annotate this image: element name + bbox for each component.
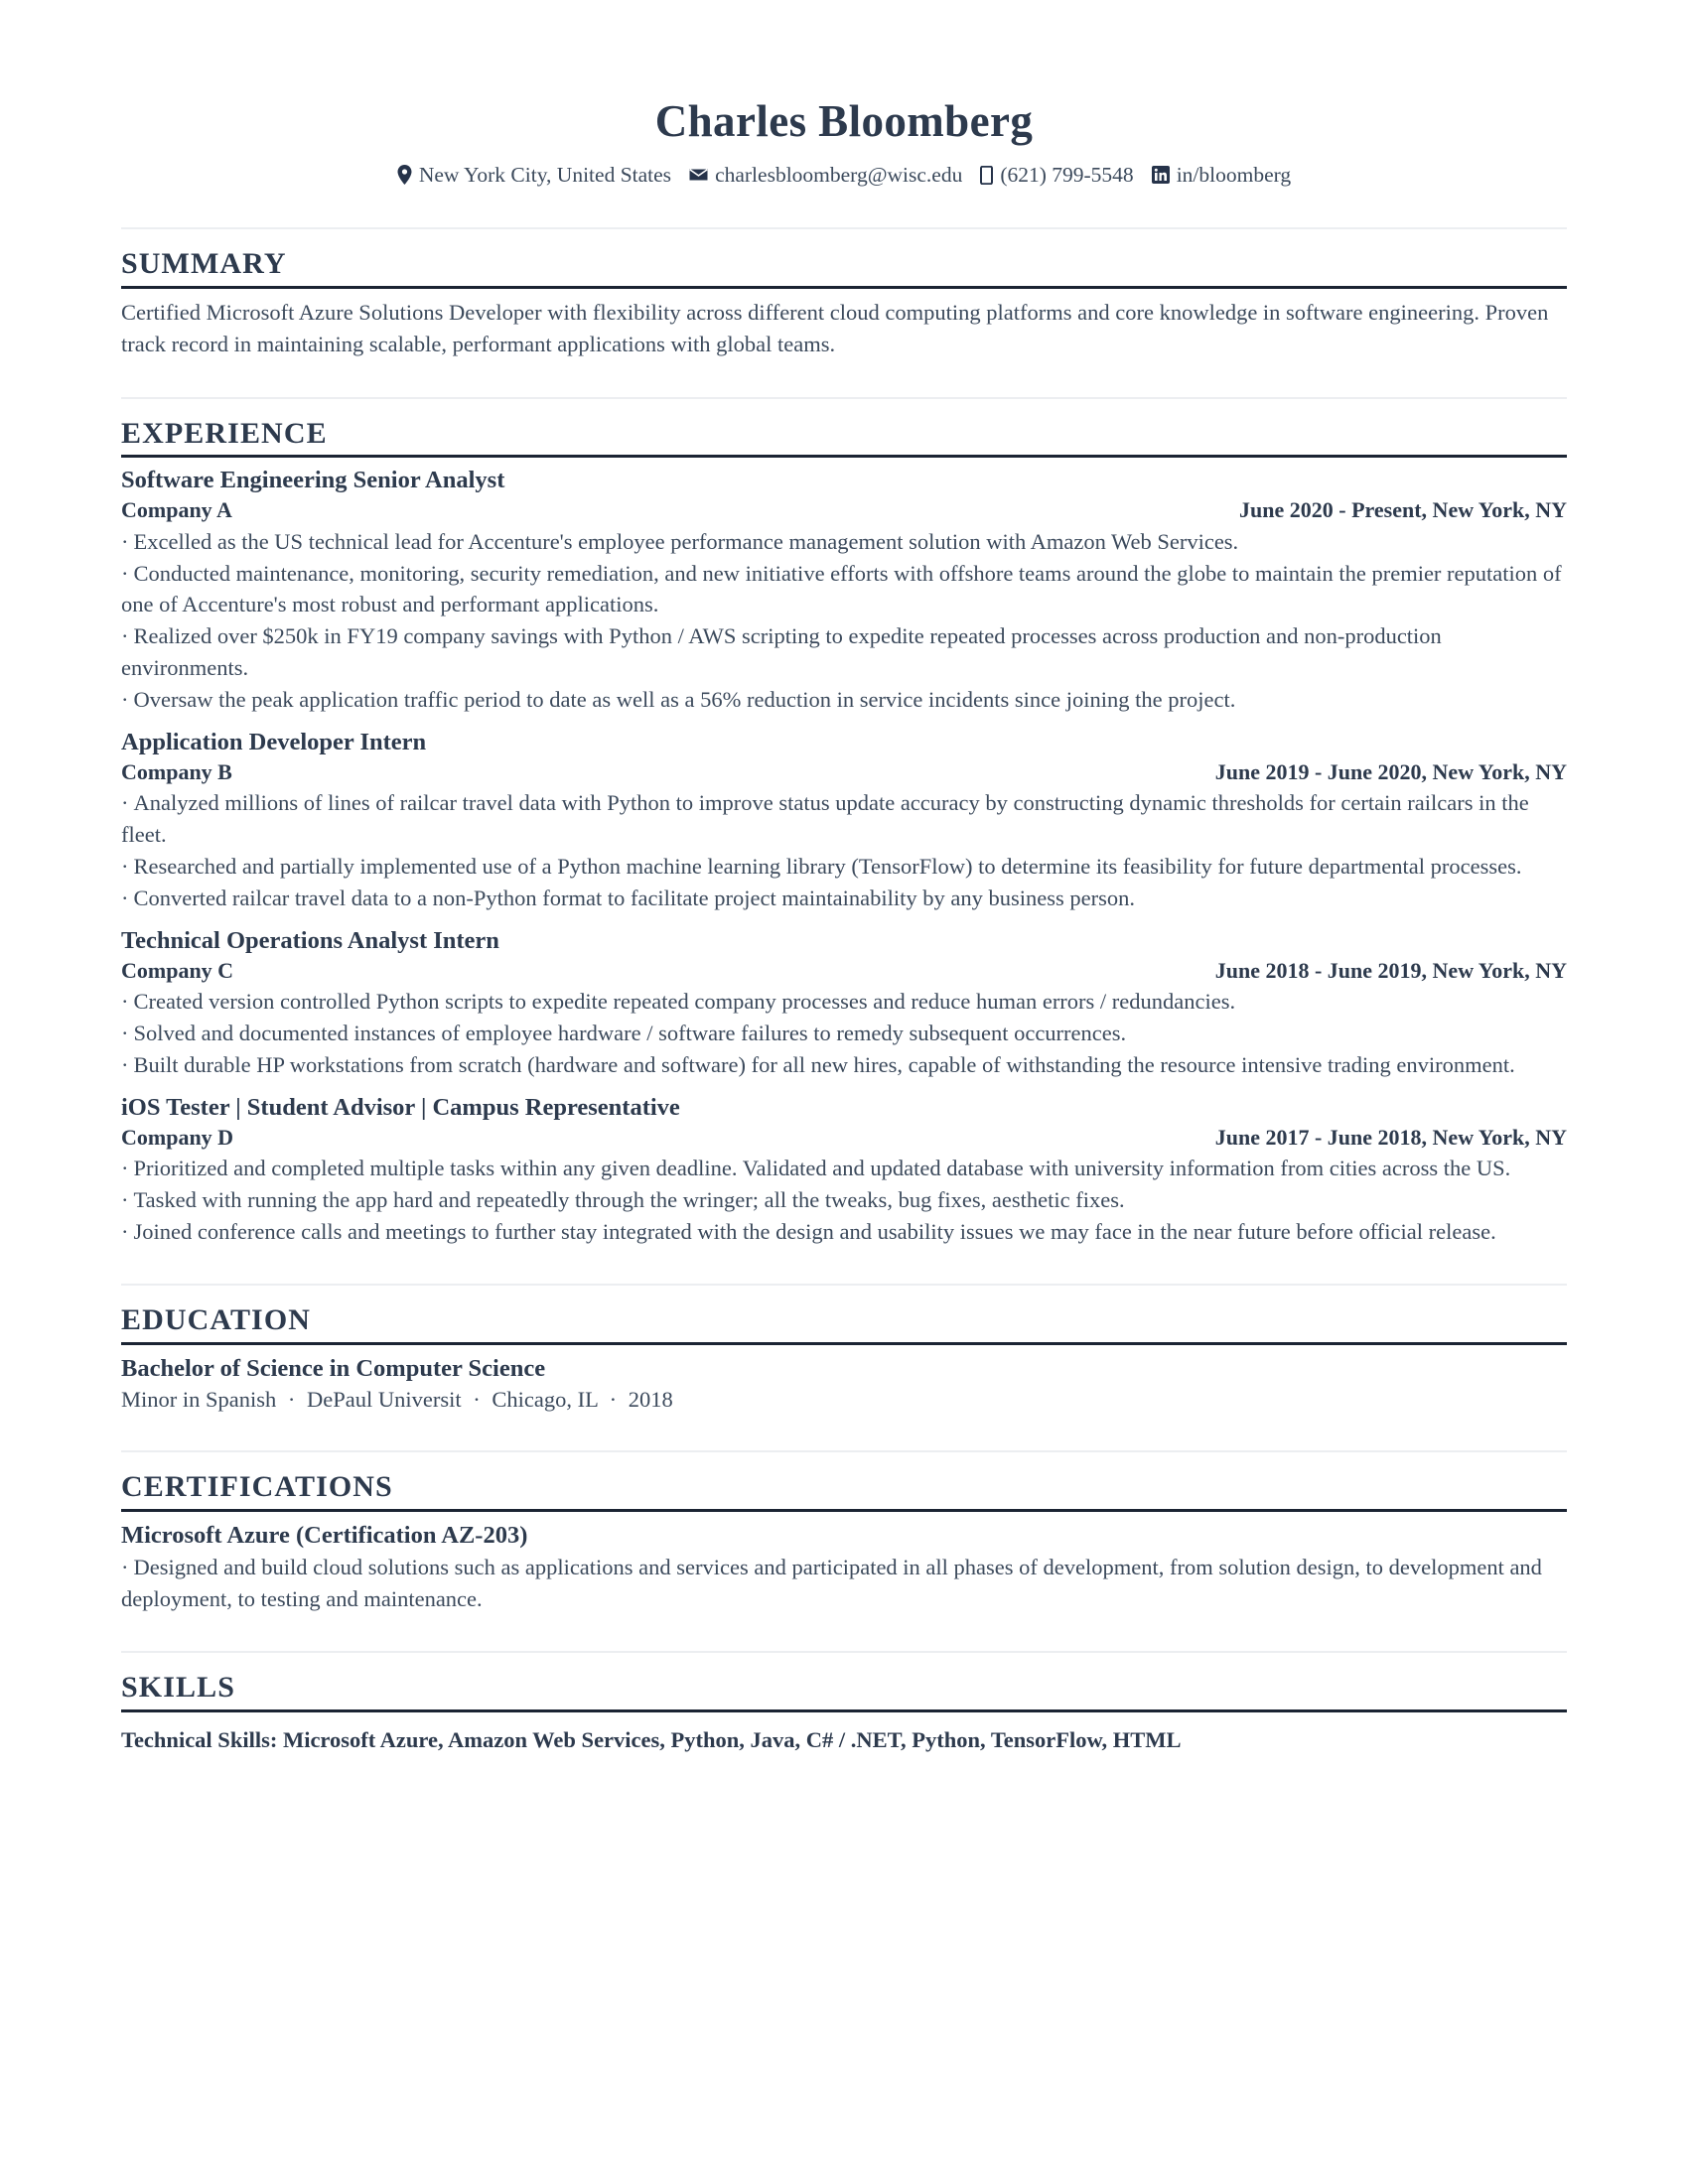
section-title-experience: EXPERIENCE [121, 416, 328, 450]
section-experience [121, 397, 1567, 1248]
education-degree: Bachelor of Science in Computer Science [121, 1354, 546, 1382]
list-item [121, 986, 1567, 1018]
job-meta [121, 957, 1567, 986]
education-detail-school: DePaul Universit [307, 1386, 462, 1412]
bullet-glyph: · [121, 1156, 129, 1181]
job-dates-location: June 2018 - June 2019, New York, NY [1214, 957, 1567, 983]
certification-bullets [121, 1552, 1567, 1615]
section-summary [121, 227, 1567, 360]
bullet-glyph: · [121, 1021, 129, 1046]
education-detail-minor: Minor in Spanish [121, 1386, 277, 1412]
resume-header [121, 0, 1567, 188]
bullet-glyph: · [121, 623, 129, 649]
section-rule [121, 455, 1567, 458]
section-separator [121, 1651, 1567, 1653]
list-item-text: Designed and build cloud solutions such as applications and services and participated in all phases of development, from solution design, to development and deployment, to testing and maintenance. [121, 1555, 1542, 1612]
job-meta [121, 758, 1567, 787]
education-detail-year: 2018 [628, 1386, 673, 1412]
list-item [121, 851, 1567, 883]
list-item [121, 787, 1567, 851]
bullet-glyph: · [121, 854, 129, 880]
list-item-text: Prioritized and completed multiple tasks within any given deadline. Validated and updated database with university information from cities across the US. [133, 1156, 1511, 1181]
bullet-glyph: · [121, 1187, 129, 1213]
list-item-text: Analyzed millions of lines of railcar travel data with Python to improve status update accuracy by constructing dynamic thresholds for certain railcars in the fleet. [121, 790, 1529, 848]
section-skills [121, 1651, 1567, 1755]
job-meta [121, 1124, 1567, 1153]
list-item [121, 1049, 1567, 1081]
job-company: Company C [121, 957, 234, 983]
section-rule [121, 1342, 1567, 1345]
list-item-text: Tasked with running the app hard and repeatedly through the wringer; all the tweaks, bug fixes, aesthetic fixes. [133, 1187, 1125, 1213]
linkedin-icon [1152, 166, 1170, 184]
job-bullets [121, 787, 1567, 914]
section-rule [121, 1709, 1567, 1712]
list-item-text: Researched and partially implemented use of a Python machine learning library (TensorFlow) to determine its feasibility for future departmental processes. [133, 854, 1522, 880]
list-item-text: Realized over $250k in FY19 company savings with Python / AWS scripting to expedite repeated processes across production and non-production environments. [121, 623, 1442, 681]
section-title-education: EDUCATION [121, 1303, 312, 1337]
summary-text: Certified Microsoft Azure Solutions Developer with flexibility across different cloud computing platforms and core knowledge in software engineering. Proven track record in maintaining scalable, performant applications with global teams. [121, 299, 1549, 357]
list-item-text: Created version controlled Python scripts to expedite repeated company processes and reduce human errors / redundancies. [133, 989, 1236, 1015]
bullet-glyph: · [121, 528, 129, 554]
job-bullets [121, 1153, 1567, 1248]
section-rule [121, 1509, 1567, 1512]
job-dates-location: June 2020 - Present, New York, NY [1239, 496, 1567, 522]
list-item [121, 526, 1567, 558]
list-item-text: Excelled as the US technical lead for Accenture's employee performance management solution with Amazon Web Services. [133, 528, 1239, 554]
job-title: Technical Operations Analyst Intern [121, 927, 499, 955]
contact-location-text: New York City, United States [418, 162, 672, 187]
job-company: Company D [121, 1124, 234, 1150]
section-education [121, 1284, 1567, 1415]
job-title: Software Engineering Senior Analyst [121, 467, 505, 494]
job-title: iOS Tester | Student Advisor | Campus Representative [121, 1094, 680, 1122]
section-separator [121, 1450, 1567, 1452]
job-title: Application Developer Intern [121, 729, 427, 756]
contact-location [397, 163, 671, 189]
job-bullets [121, 986, 1567, 1081]
list-item [121, 558, 1567, 621]
section-title-summary: SUMMARY [121, 247, 287, 281]
contact-linkedin-text: in/bloomberg [1176, 162, 1292, 187]
section-separator [121, 227, 1567, 229]
education-separator: · [287, 1386, 296, 1412]
job-dates-location: June 2019 - June 2020, New York, NY [1214, 758, 1567, 784]
list-item [121, 684, 1567, 716]
bullet-glyph: · [121, 989, 129, 1015]
list-item [121, 620, 1567, 684]
education-separator: · [609, 1386, 618, 1412]
list-item [121, 1216, 1567, 1248]
bullet-glyph: · [121, 560, 129, 586]
experience-entry [121, 926, 1567, 1081]
job-bullets [121, 526, 1567, 717]
experience-entry [121, 466, 1567, 716]
contact-line [121, 163, 1567, 189]
contact-phone-text: (621) 799-5548 [1000, 162, 1134, 187]
bullet-glyph: · [121, 886, 129, 911]
section-title-skills: SKILLS [121, 1671, 235, 1705]
skills-text: Technical Skills: Microsoft Azure, Amazon Web Services, Python, Java, C# / .NET, Python, TensorFlow, HTML [121, 1726, 1182, 1752]
section-rule [121, 286, 1567, 289]
section-certifications [121, 1450, 1567, 1615]
education-separator: · [473, 1386, 481, 1412]
section-title-certifications: CERTIFICATIONS [121, 1470, 393, 1504]
contact-email-text: charlesbloomberg@wisc.edu [715, 162, 963, 187]
location-pin-icon [397, 165, 412, 185]
certification-name: Microsoft Azure (Certification AZ-203) [121, 1521, 528, 1549]
section-separator [121, 397, 1567, 399]
education-details [121, 1385, 1567, 1415]
job-company: Company A [121, 496, 232, 522]
contact-email[interactable] [689, 163, 962, 189]
list-item-text: Built durable HP workstations from scratch (hardware and software) for all new hires, capable of withstanding the resource intensive trading environment. [133, 1052, 1515, 1078]
section-separator [121, 1284, 1567, 1286]
experience-entry [121, 728, 1567, 914]
experience-entry [121, 1093, 1567, 1248]
job-dates-location: June 2017 - June 2018, New York, NY [1214, 1124, 1567, 1150]
list-item [121, 1552, 1567, 1615]
bullet-glyph: · [121, 1219, 129, 1245]
education-detail-location: Chicago, IL [492, 1386, 599, 1412]
contact-linkedin[interactable] [1152, 163, 1291, 189]
page-title: Charles Bloomberg [654, 96, 1034, 146]
list-item-text: Solved and documented instances of employee hardware / software failures to remedy subsequent occurrences. [133, 1021, 1127, 1046]
envelope-icon [689, 168, 708, 182]
list-item [121, 1153, 1567, 1184]
bullet-glyph: · [121, 1555, 129, 1580]
job-company: Company B [121, 758, 232, 784]
bullet-glyph: · [121, 1052, 129, 1078]
list-item-text: Converted railcar travel data to a non-Python format to facilitate project maintainability by any business person. [133, 886, 1135, 911]
contact-phone[interactable] [980, 163, 1133, 189]
job-meta [121, 496, 1567, 525]
list-item [121, 1018, 1567, 1049]
bullet-glyph: · [121, 790, 129, 816]
list-item [121, 883, 1567, 914]
list-item-text: Joined conference calls and meetings to further stay integrated with the design and usability issues we may face in the near future before official release. [133, 1219, 1496, 1245]
list-item [121, 1184, 1567, 1216]
bullet-glyph: · [121, 687, 129, 713]
mobile-phone-icon [980, 166, 993, 185]
list-item-text: Oversaw the peak application traffic period to date as well as a 56% reduction in service incidents since joining the project. [133, 687, 1236, 713]
list-item-text: Conducted maintenance, monitoring, security remediation, and new initiative efforts with offshore teams around the globe to maintain the premier reputation of one of Accenture's most robust and performant applications. [121, 560, 1562, 617]
